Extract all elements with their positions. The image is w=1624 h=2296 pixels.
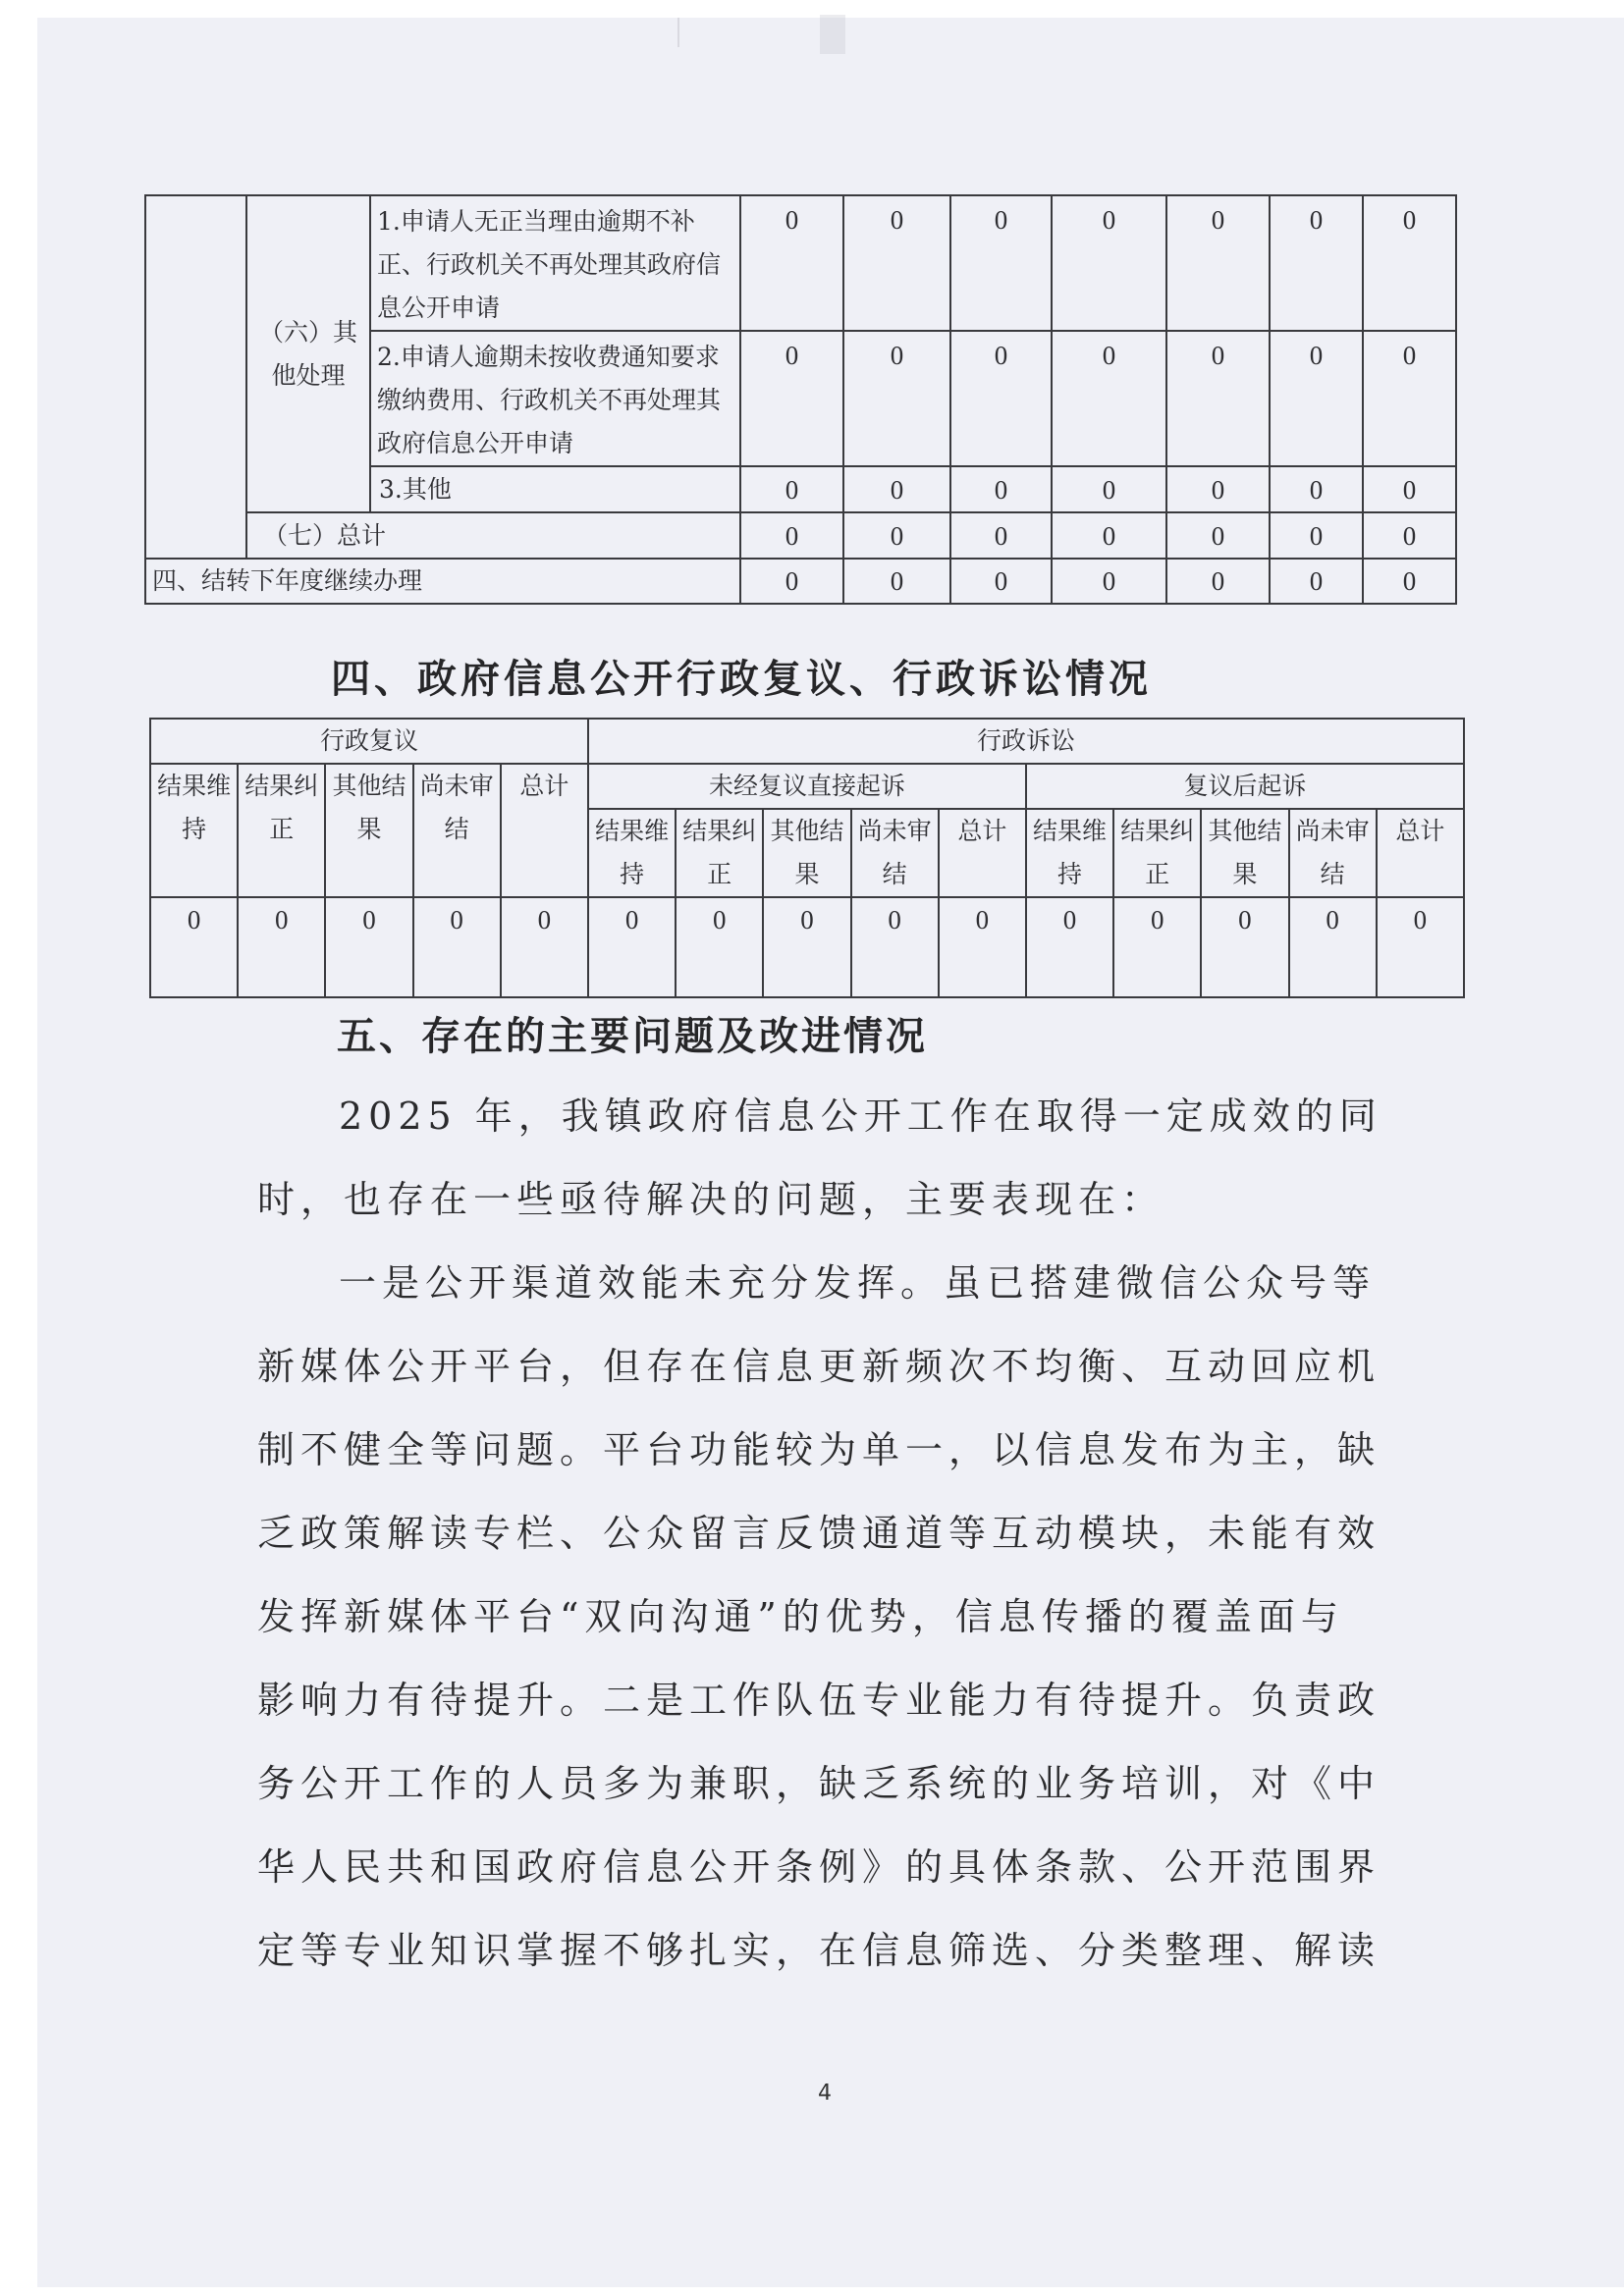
col-header: 结果维持 [588,809,676,897]
cell-value: 0 [1270,331,1363,466]
cell-value: 0 [763,897,850,997]
col-header: 总计 [501,764,588,897]
cell-value: 0 [1363,466,1456,512]
cell-value: 0 [950,466,1052,512]
col-header: 结果纠正 [238,764,325,897]
cell-value: 0 [950,559,1052,604]
cell-value: 0 [1052,466,1166,512]
paragraph-line: 定等专业知识掌握不够扎实，在信息筛选、分类整理、解读 [257,1929,1381,1972]
cell-value: 0 [843,331,950,466]
row-label: 3.其他 [370,466,740,512]
header-admin-review: 行政复议 [150,719,588,764]
request-handling-table [144,194,1457,605]
paragraph-line: 制不健全等问题。平台功能较为单一，以信息发布为主，缺 [257,1428,1381,1471]
col-header: 尚未审结 [1289,809,1377,897]
cell-value: 0 [939,897,1026,997]
col-header: 其他结果 [763,809,850,897]
cell-value: 0 [843,559,950,604]
scan-artifact [677,18,679,47]
cell-value: 0 [1363,559,1456,604]
cell-value: 0 [1052,331,1166,466]
scan-artifact [820,15,845,54]
col-header: 尚未审结 [413,764,501,897]
cell-value: 0 [1166,512,1270,559]
cell-value: 0 [843,512,950,559]
table-row-carryover [145,559,1456,604]
paragraph-line: 新媒体公开平台，但存在信息更新频次不均衡、互动回应机 [257,1345,1381,1388]
cell-value: 0 [1270,512,1363,559]
group-label-other-handling: （六）其他处理 [246,195,370,512]
cell-value: 0 [1363,331,1456,466]
outer-group-cell [145,195,246,559]
cell-value: 0 [238,897,325,997]
paragraph-line: 华人民共和国政府信息公开条例》的具体条款、公开范围界 [257,1845,1381,1889]
cell-value: 0 [740,331,843,466]
cell-value: 0 [413,897,501,997]
cell-value: 0 [740,466,843,512]
paragraph-line: 2025 年，我镇政府信息公开工作在取得一定成效的同 [339,1095,1382,1138]
cell-value: 0 [851,897,939,997]
cell-value: 0 [1289,897,1377,997]
cell-value: 0 [950,512,1052,559]
row-label: （七）总计 [246,512,740,559]
table-row [145,195,1456,331]
cell-value: 0 [1026,897,1113,997]
section-heading-review-litigation: 四、政府信息公开行政复议、行政诉讼情况 [331,657,1152,702]
paragraph-line: 时，也存在一些亟待解决的问题，主要表现在： [257,1178,1165,1221]
cell-value: 0 [1270,195,1363,331]
header-direct-suit: 未经复议直接起诉 [588,764,1026,809]
col-header: 其他结果 [325,764,412,897]
cell-value: 0 [1166,331,1270,466]
col-header: 结果维持 [150,764,238,897]
cell-value: 0 [1363,512,1456,559]
cell-value: 0 [1377,897,1464,997]
row-label: 2.申请人逾期未按收费通知要求缴纳费用、行政机关不再处理其政府信息公开申请 [370,331,740,466]
cell-value: 0 [588,897,676,997]
cell-value: 0 [1270,559,1363,604]
col-header: 结果维持 [1026,809,1113,897]
cell-value: 0 [1270,466,1363,512]
table-row-total [145,512,1456,559]
cell-value: 0 [1363,195,1456,331]
col-header: 其他结果 [1201,809,1288,897]
table-header-row [150,719,1464,764]
header-admin-litigation: 行政诉讼 [588,719,1464,764]
col-header: 结果纠正 [1113,809,1201,897]
cell-value: 0 [1052,559,1166,604]
paragraph-line: 务公开工作的人员多为兼职，缺乏系统的业务培训，对《中 [257,1762,1381,1805]
col-header: 总计 [1377,809,1464,897]
table-header-row [150,764,1464,809]
cell-value: 0 [1166,559,1270,604]
col-header: 结果纠正 [676,809,763,897]
cell-value: 0 [1113,897,1201,997]
page-number: 4 [818,2081,832,2106]
cell-value: 0 [325,897,412,997]
cell-value: 0 [740,559,843,604]
table-row [150,897,1464,997]
review-litigation-table [149,718,1465,998]
cell-value: 0 [150,897,238,997]
col-header: 尚未审结 [851,809,939,897]
cell-value: 0 [1166,195,1270,331]
cell-value: 0 [740,195,843,331]
cell-value: 0 [843,195,950,331]
cell-value: 0 [740,512,843,559]
paragraph-line: 发挥新媒体平台“双向沟通”的优势，信息传播的覆盖面与 [257,1595,1344,1638]
cell-value: 0 [1166,466,1270,512]
paragraph-line: 影响力有待提升。二是工作队伍专业能力有待提升。负责政 [257,1679,1381,1722]
cell-value: 0 [950,331,1052,466]
row-label: 1.申请人无正当理由逾期不补正、行政机关不再处理其政府信息公开申请 [370,195,740,331]
cell-value: 0 [501,897,588,997]
cell-value: 0 [1052,512,1166,559]
cell-value: 0 [950,195,1052,331]
col-header: 总计 [939,809,1026,897]
paragraph-line: 一是公开渠道效能未充分发挥。虽已搭建微信公众号等 [339,1261,1377,1305]
cell-value: 0 [1052,195,1166,331]
cell-value: 0 [676,897,763,997]
paragraph-line: 乏政策解读专栏、公众留言反馈通道等互动模块，未能有效 [257,1512,1381,1555]
section-heading-problems: 五、存在的主要问题及改进情况 [337,1014,928,1059]
row-label: 四、结转下年度继续办理 [145,559,740,604]
cell-value: 0 [1201,897,1288,997]
cell-value: 0 [843,466,950,512]
header-suit-after-review: 复议后起诉 [1026,764,1464,809]
